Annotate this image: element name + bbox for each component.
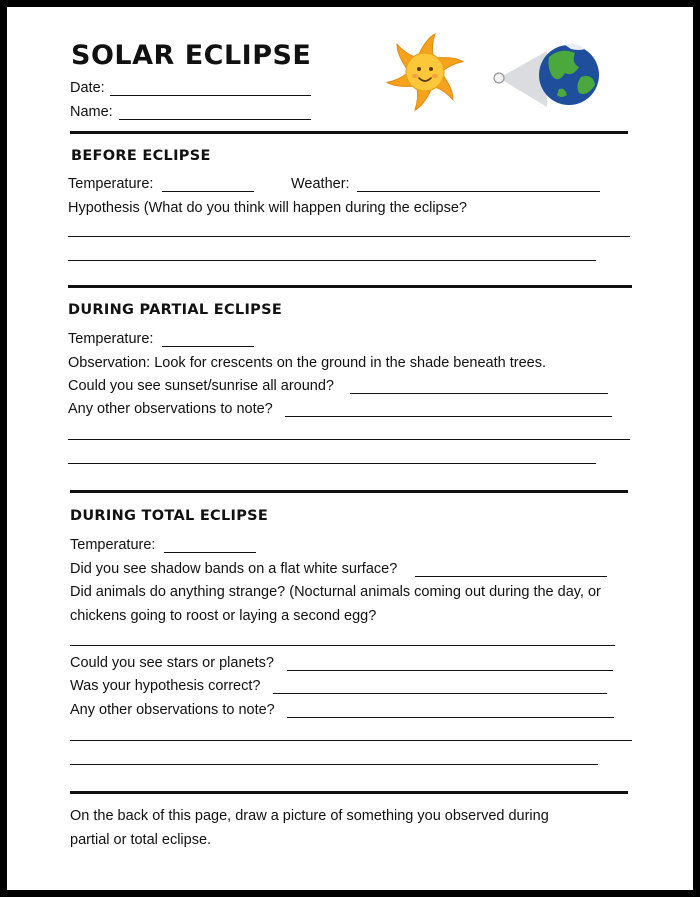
partial-line-2[interactable]	[68, 463, 596, 464]
stars-question: Could you see stars or planets?	[70, 655, 274, 671]
footer-instruction-line2: partial or total eclipse.	[70, 832, 212, 848]
shadow-bands-question: Did you see shadow bands on a flat white surface?	[70, 561, 398, 577]
hypothesis-correct-question: Was your hypothesis correct?	[70, 678, 261, 694]
animals-question-line1: Did animals do anything strange? (Nocturnal animals coming out during the day, or	[70, 584, 601, 600]
section-divider	[70, 490, 628, 493]
date-field[interactable]	[110, 95, 311, 96]
total-temperature-label: Temperature:	[70, 537, 156, 553]
section-divider	[70, 131, 628, 134]
before-temperature-field[interactable]	[162, 191, 254, 192]
hypothesis-correct-field[interactable]	[273, 693, 607, 694]
total-other-field[interactable]	[287, 717, 614, 718]
partial-other-question: Any other observations to note?	[68, 401, 273, 417]
weather-label: Weather:	[291, 176, 350, 192]
footer-instruction-line1: On the back of this page, draw a picture of something you observed during	[70, 808, 549, 824]
total-line-1[interactable]	[70, 740, 632, 741]
sun-icon	[384, 31, 466, 113]
sunset-answer-field[interactable]	[350, 393, 608, 394]
hypothesis-label: Hypothesis (What do you think will happen during the eclipse?	[68, 200, 467, 216]
total-line-2[interactable]	[70, 764, 598, 765]
total-heading: DURING TOTAL ECLIPSE	[70, 508, 269, 524]
total-temperature-field[interactable]	[164, 552, 256, 553]
total-other-question: Any other observations to note?	[70, 702, 275, 718]
name-label: Name:	[70, 104, 113, 120]
moon-icon	[494, 73, 504, 83]
before-temperature-label: Temperature:	[68, 176, 154, 192]
partial-other-field[interactable]	[285, 416, 612, 417]
name-field[interactable]	[119, 119, 311, 120]
section-divider	[68, 285, 632, 288]
earth-icon	[539, 44, 599, 105]
sunset-question: Could you see sunset/sunrise all around?	[68, 378, 334, 394]
page-title: SOLAR ECLIPSE	[71, 40, 312, 71]
hypothesis-line-1[interactable]	[68, 236, 630, 237]
shadow-bands-field[interactable]	[415, 576, 607, 577]
partial-temperature-field[interactable]	[162, 346, 254, 347]
partial-line-1[interactable]	[68, 439, 630, 440]
weather-field[interactable]	[357, 191, 600, 192]
observation-text: Observation: Look for crescents on the ground in the shade beneath trees.	[68, 355, 546, 371]
section-divider	[70, 791, 628, 794]
date-label: Date:	[70, 80, 105, 96]
partial-temperature-label: Temperature:	[68, 331, 154, 347]
hypothesis-line-2[interactable]	[68, 260, 596, 261]
eclipse-illustration	[489, 37, 607, 109]
stars-answer-field[interactable]	[287, 670, 613, 671]
before-heading: BEFORE ECLIPSE	[71, 148, 211, 164]
animals-answer-line[interactable]	[70, 645, 615, 646]
animals-question-line2: chickens going to roost or laying a second egg?	[70, 608, 377, 624]
partial-heading: DURING PARTIAL ECLIPSE	[68, 302, 283, 318]
